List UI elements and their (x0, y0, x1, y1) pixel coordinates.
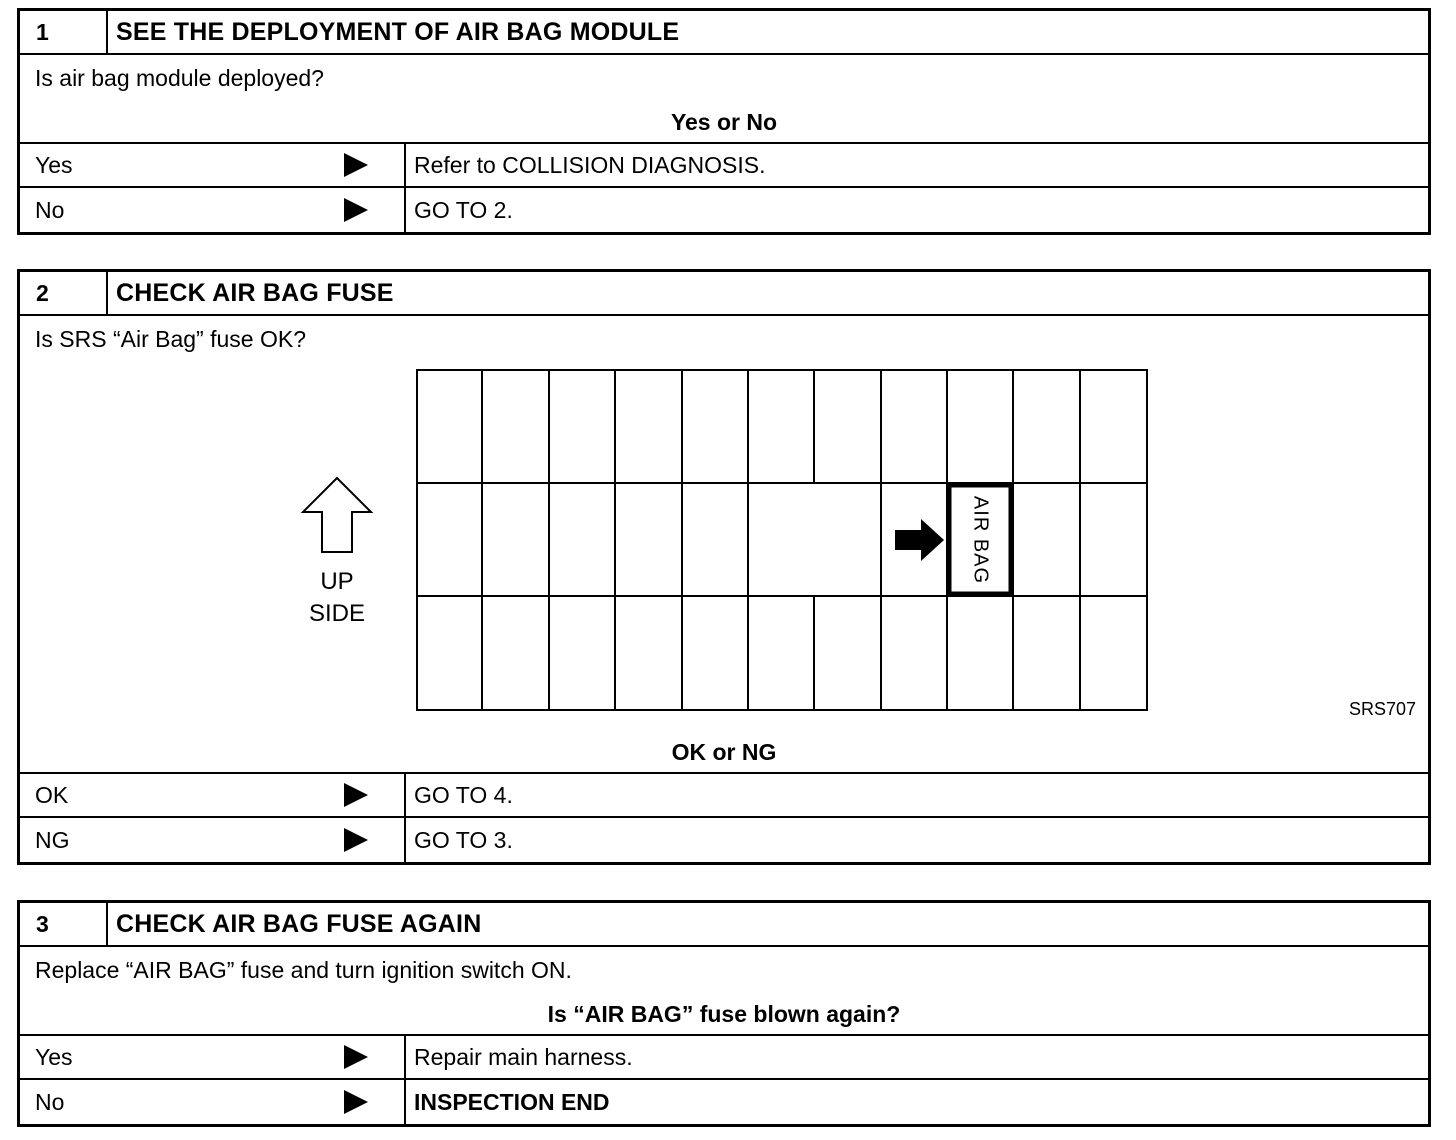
pointer-arrow-icon (895, 519, 944, 561)
answer-action: Repair main harness. (414, 1043, 633, 1070)
step-number: 1 (20, 11, 108, 53)
fuse-label: AIR BAG (969, 495, 992, 585)
answer-action: GO TO 3. (414, 826, 513, 853)
figure-code: SRS707 (1348, 699, 1416, 719)
step-title: SEE THE DEPLOYMENT OF AIR BAG MODULE (116, 17, 680, 46)
fuse-grid (417, 370, 1147, 710)
step-title: CHECK AIR BAG FUSE (116, 278, 394, 307)
question-block (20, 316, 1428, 774)
question-text: Is SRS “Air Bag” fuse OK? (35, 326, 306, 352)
fuse-block-diagram (20, 316, 1428, 736)
step-2 (17, 269, 1431, 865)
question-block (20, 947, 1428, 1036)
answer-action: GO TO 2. (414, 196, 513, 223)
answer-label: NG (35, 826, 70, 853)
answer-label: OK (35, 781, 69, 808)
right-triangle-icon (344, 1090, 368, 1114)
answer-prompt: Is “AIR BAG” fuse blown again? (547, 1001, 901, 1027)
answer-row-no (20, 188, 1428, 232)
step-number: 3 (20, 903, 108, 945)
answer-action: INSPECTION END (414, 1088, 610, 1115)
step-header (20, 272, 1428, 316)
step-number: 2 (20, 272, 108, 314)
step-1 (17, 8, 1431, 235)
step-3 (17, 900, 1431, 1127)
answer-action: GO TO 4. (414, 781, 513, 808)
answer-label: Yes (35, 1043, 73, 1070)
question-text: Replace “AIR BAG” fuse and turn ignition switch ON. (35, 957, 572, 983)
answer-prompt: Yes or No (670, 109, 778, 135)
step-header (20, 11, 1428, 55)
answer-row-yes (20, 144, 1428, 188)
right-triangle-icon (344, 783, 368, 807)
question-text: Is air bag module deployed? (35, 65, 324, 91)
right-triangle-icon (344, 198, 368, 222)
answer-prompt: OK or NG (671, 739, 777, 765)
answer-action: Refer to COLLISION DIAGNOSIS. (414, 151, 766, 178)
right-triangle-icon (344, 1045, 368, 1069)
answer-label: Yes (35, 151, 73, 178)
step-title: CHECK AIR BAG FUSE AGAIN (116, 909, 482, 938)
answer-row-no (20, 1080, 1428, 1124)
up-side-label: UP SIDE (308, 568, 365, 627)
answer-row-ng (20, 818, 1428, 862)
answer-label: No (35, 1088, 65, 1115)
up-arrow-icon (303, 478, 371, 552)
right-triangle-icon (344, 153, 368, 177)
right-triangle-icon (344, 828, 368, 852)
answer-row-yes (20, 1036, 1428, 1080)
question-block (20, 55, 1428, 144)
step-header (20, 903, 1428, 947)
answer-row-ok (20, 774, 1428, 818)
answer-label: No (35, 196, 65, 223)
